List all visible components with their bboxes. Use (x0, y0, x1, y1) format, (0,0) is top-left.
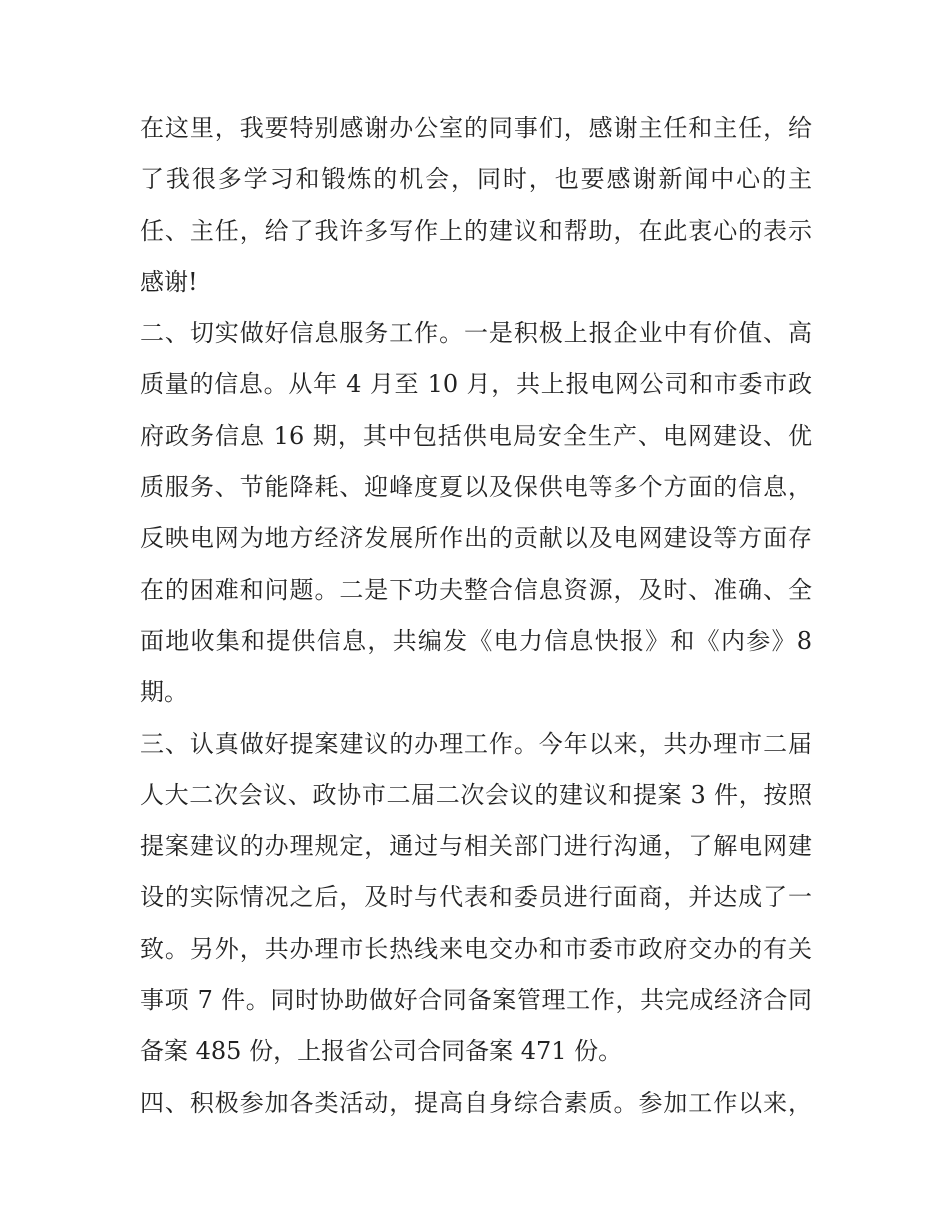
text-line: 提案建议的办理规定，通过与相关部门进行沟通，了解电网建 (140, 832, 812, 861)
text-line: 四、积极参加各类活动，提高自身综合素质。参加工作以来， (140, 1088, 812, 1117)
text-line: 府政务信息 16 期，其中包括供电局安全生产、电网建设、优 (140, 421, 812, 450)
text-line: 面地收集和提供信息，共编发《电力信息快报》和《内参》8 (140, 626, 812, 655)
text-line: 反映电网为地方经济发展所作出的贡献以及电网建设等方面存 (140, 524, 812, 553)
text-line: 设的实际情况之后，及时与代表和委员进行面商，并达成了一 (140, 883, 812, 912)
text-line: 质量的信息。从年 4 月至 10 月，共上报电网公司和市委市政 (140, 370, 812, 399)
text-line: 了我很多学习和锻炼的机会，同时，也要感谢新闻中心的主 (140, 165, 812, 194)
paragraph-activities (140, 1078, 812, 1129)
paragraph-information-service (140, 308, 812, 718)
text-line: 感谢! (140, 267, 198, 296)
text-line: 在这里，我要特别感谢办公室的同事们，感谢主任和主任，给 (140, 114, 812, 142)
text-line: 任、主任，给了我许多写作上的建议和帮助，在此衷心的表示 (140, 216, 812, 245)
text-line: 备案 485 份，上报省公司合同备案 471 份。 (140, 1037, 623, 1066)
text-line: 二、切实做好信息服务工作。一是积极上报企业中有价值、高 (140, 319, 812, 348)
paragraph-acknowledgement (140, 103, 812, 308)
text-line: 质服务、节能降耗、迎峰度夏以及保供电等多个方面的信息， (140, 473, 812, 502)
text-line: 人大二次会议、政协市二届二次会议的建议和提案 3 件，按照 (140, 780, 812, 809)
text-line: 事项 7 件。同时协助做好合同备案管理工作，共完成经济合同 (140, 986, 812, 1015)
text-line: 致。另外，共办理市长热线来电交办和市委市政府交办的有关 (140, 934, 812, 963)
text-line: 三、认真做好提案建议的办理工作。今年以来，共办理市二届 (140, 729, 812, 758)
text-line: 在的困难和问题。二是下功夫整合信息资源，及时、准确、全 (140, 575, 812, 604)
text-line: 期。 (140, 678, 188, 707)
paragraph-proposal-handling (140, 719, 812, 1078)
document-body (140, 103, 812, 1129)
